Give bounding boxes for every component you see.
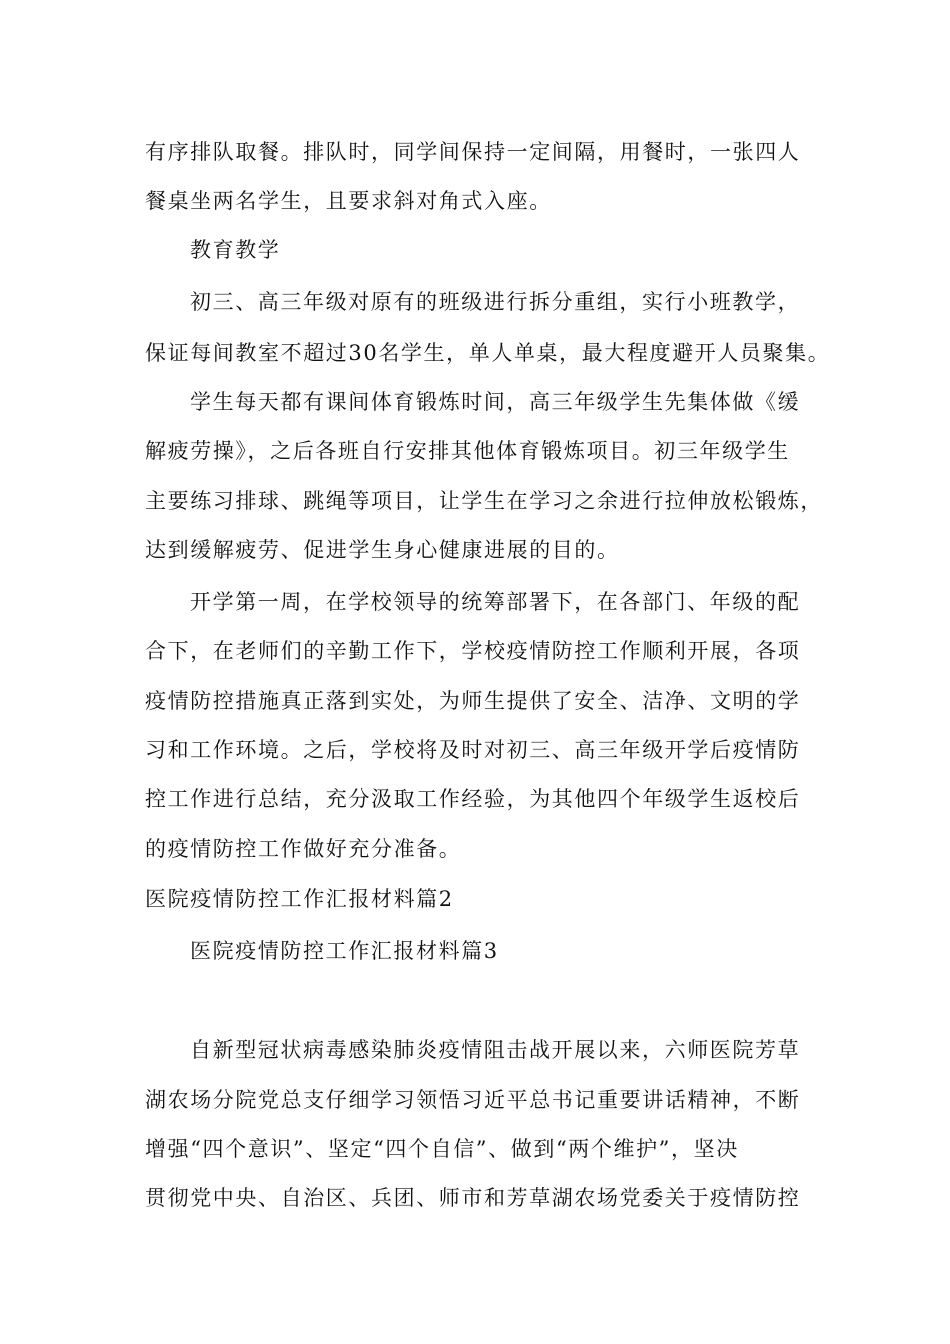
text-line: 达到缓解疲劳、促进学生身心健康进展的目的。 <box>145 538 620 562</box>
text-line: 学生每天都有课间体育锻炼时间，高三年级学生先集体做《缓 <box>190 390 801 414</box>
text-line: 习和工作环境。之后，学校将及时对初三、高三年级开学后疫情防 <box>145 738 801 762</box>
text-line: 疫情防控措施真正落到实处，为师生提供了安全、洁净、文明的学 <box>145 689 801 713</box>
text-line: 增强“四个意识”、坚定“四个自信”、做到“两个维护”，坚决 <box>145 1137 739 1161</box>
text-line: 湖农场分院党总支仔细学习领悟习近平总书记重要讲话精神，不断 <box>145 1088 801 1112</box>
text-line: 有序排队取餐。排队时，同学间保持一定间隔，用餐时，一张四人 <box>145 140 801 164</box>
section-title-part-3: 医院疫情防控工作汇报材料篇3 <box>190 939 499 963</box>
text-line: 开学第一周，在学校领导的统筹部署下，在各部门、年级的配 <box>190 590 801 614</box>
section-heading-education: 教育教学 <box>190 238 281 262</box>
text-line: 控工作进行总结，充分汲取工作经验，为其他四个年级学生返校后 <box>145 787 801 811</box>
text-line: 的疫情防控工作做好充分准备。 <box>145 837 462 861</box>
text-line: 初三、高三年级对原有的班级进行拆分重组，实行小班教学， <box>190 290 801 314</box>
text-line: 保证每间教室不超过30名学生，单人单桌，最大程度避开人员聚集。 <box>145 341 831 365</box>
text-line: 合下，在老师们的辛勤工作下，学校疫情防控工作顺利开展，各项 <box>145 639 801 663</box>
section-title-part-2: 医院疫情防控工作汇报材料篇2 <box>145 887 454 911</box>
text-line: 自新型冠状病毒感染肺炎疫情阻击战开展以来，六师医院芳草 <box>190 1038 801 1062</box>
text-line: 贯彻党中央、自治区、兵团、师市和芳草湖农场党委关于疫情防控 <box>145 1186 801 1210</box>
text-line: 餐桌坐两名学生，且要求斜对角式入座。 <box>145 189 552 213</box>
text-line: 解疲劳操》，之后各班自行安排其他体育锻炼项目。初三年级学生 <box>145 439 790 463</box>
text-line: 主要练习排球、跳绳等项目，让学生在学习之余进行拉伸放松锻炼， <box>145 489 823 513</box>
